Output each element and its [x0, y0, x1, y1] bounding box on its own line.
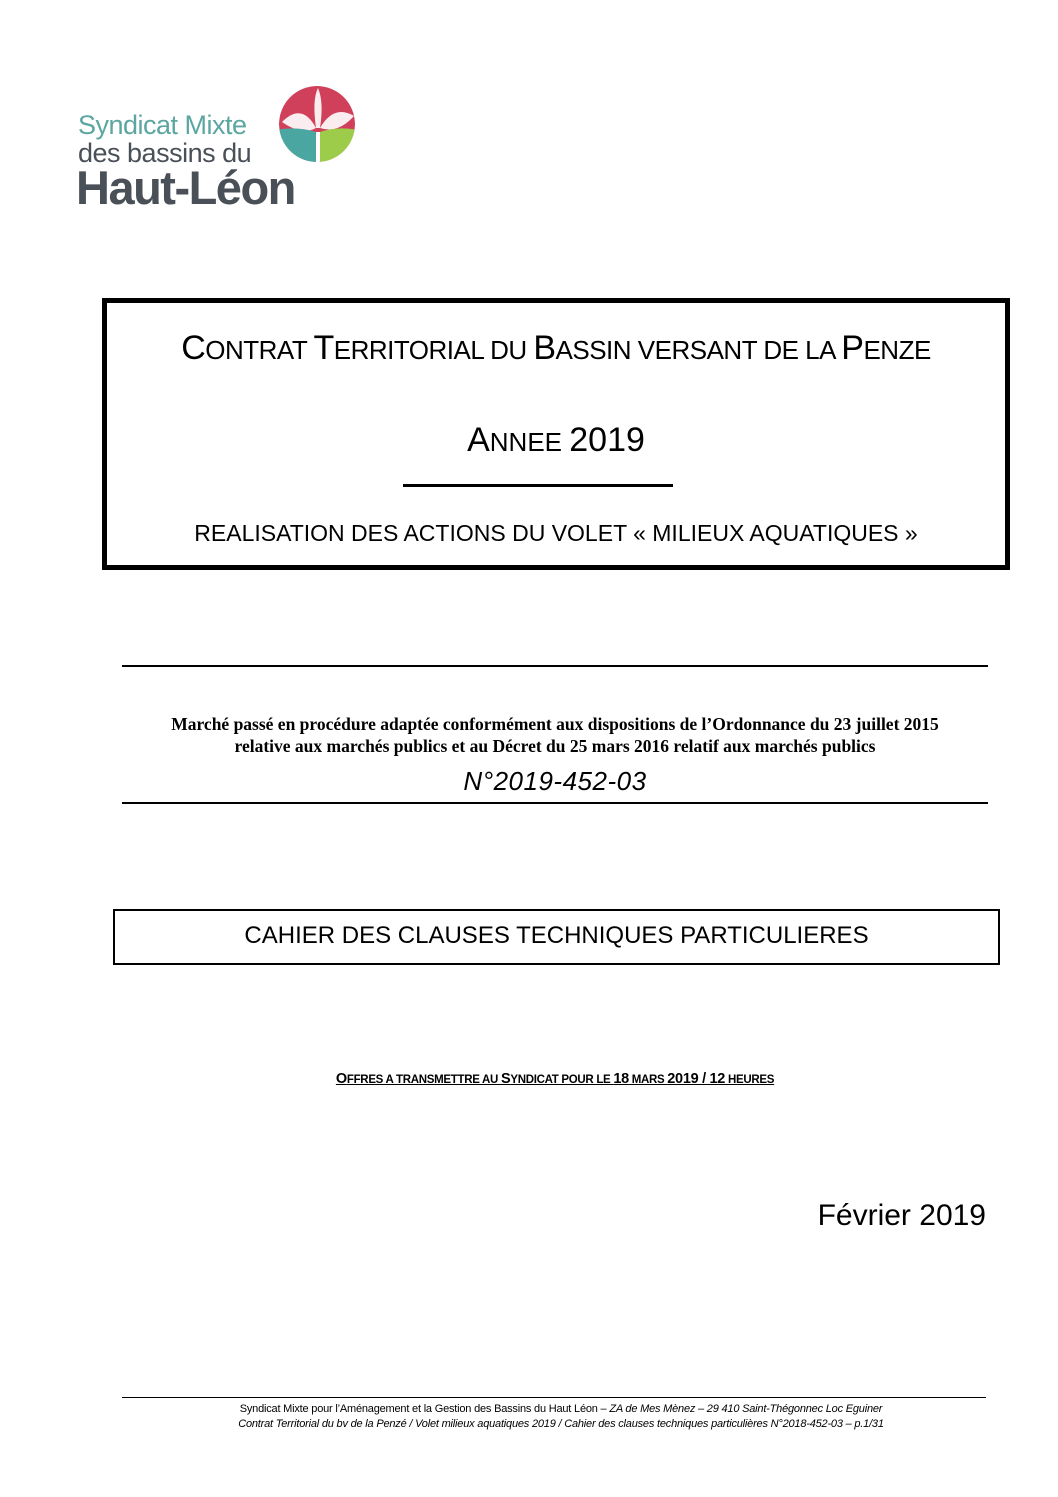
cctp-label: CAHIER DES CLAUSES TECHNIQUES PARTICULIERES — [244, 922, 869, 949]
logo-text-line3: Haut-Léon — [76, 161, 295, 214]
title-box — [102, 298, 1010, 570]
market-rule-top — [122, 665, 988, 667]
title-part: ERRITORIAL DU — [333, 335, 534, 365]
deadline-part: HEURES — [725, 1074, 775, 1086]
market-description — [110, 713, 1000, 757]
logo-text-line1: Syndicat Mixte — [78, 110, 247, 140]
submission-deadline — [110, 1071, 1000, 1087]
market-number: N°2019-452-03 — [463, 766, 647, 796]
year-part: A — [467, 421, 490, 459]
market-line2: relative aux marchés publics et au Décret du 25 mars 2016 relatif aux marchés publics — [234, 736, 876, 756]
logo-text-line2: des bassins du — [78, 138, 252, 168]
footer-address-text: – ZA de Mes Mènez – 29 410 Saint-Thégonnec Loc Eguiner — [597, 1403, 883, 1415]
organization-logo — [78, 82, 378, 212]
title-divider — [403, 484, 673, 487]
year-heading — [107, 421, 1005, 460]
deadline-part: S — [500, 1071, 511, 1087]
deadline-part: YNDICAT POUR LE — [510, 1074, 614, 1086]
deadline-part: O — [335, 1071, 347, 1087]
subtitle: REALISATION DES ACTIONS DU VOLET « MILIEUX AQUATIQUES » — [194, 520, 918, 546]
title-part: B — [533, 329, 556, 367]
deadline-part: FFRES A TRANSMETTRE AU — [346, 1074, 501, 1086]
footer-rule — [122, 1397, 986, 1398]
footer-address — [32, 1403, 1058, 1415]
logo-flower-icon — [272, 82, 362, 172]
footer-document-ref: Contrat Territorial du bv de la Penzé / Volet milieux aquatiques 2019 / Cahier des clauses techniques particulières N°2018-452-03 – p.1/31 — [238, 1418, 884, 1430]
market-rule-bottom — [122, 802, 988, 804]
year-part: 2019 — [569, 421, 645, 459]
title-part: P — [841, 329, 864, 367]
cctp-box — [113, 909, 1000, 965]
title-part: T — [313, 329, 334, 367]
deadline-part: 18 — [613, 1071, 629, 1087]
contract-title — [107, 329, 1005, 368]
title-part: C — [181, 329, 206, 367]
document-date: Février 2019 — [817, 1199, 986, 1232]
title-part: ONTRAT — [205, 335, 314, 365]
title-part: ENZE — [863, 335, 931, 365]
market-line1: Marché passé en procédure adaptée conformément aux dispositions de l’Ordonnance du 23 juillet 2015 — [171, 714, 939, 734]
year-part: NNEE — [489, 427, 570, 457]
deadline-part: MARS — [628, 1074, 668, 1086]
title-part: ASSIN VERSANT DE LA — [555, 335, 842, 365]
deadline-part: 2019 / 12 — [667, 1071, 726, 1087]
footer-org-name: Syndicat Mixte pour l’Aménagement et la Gestion des Bassins du Haut Léon — [239, 1403, 598, 1415]
